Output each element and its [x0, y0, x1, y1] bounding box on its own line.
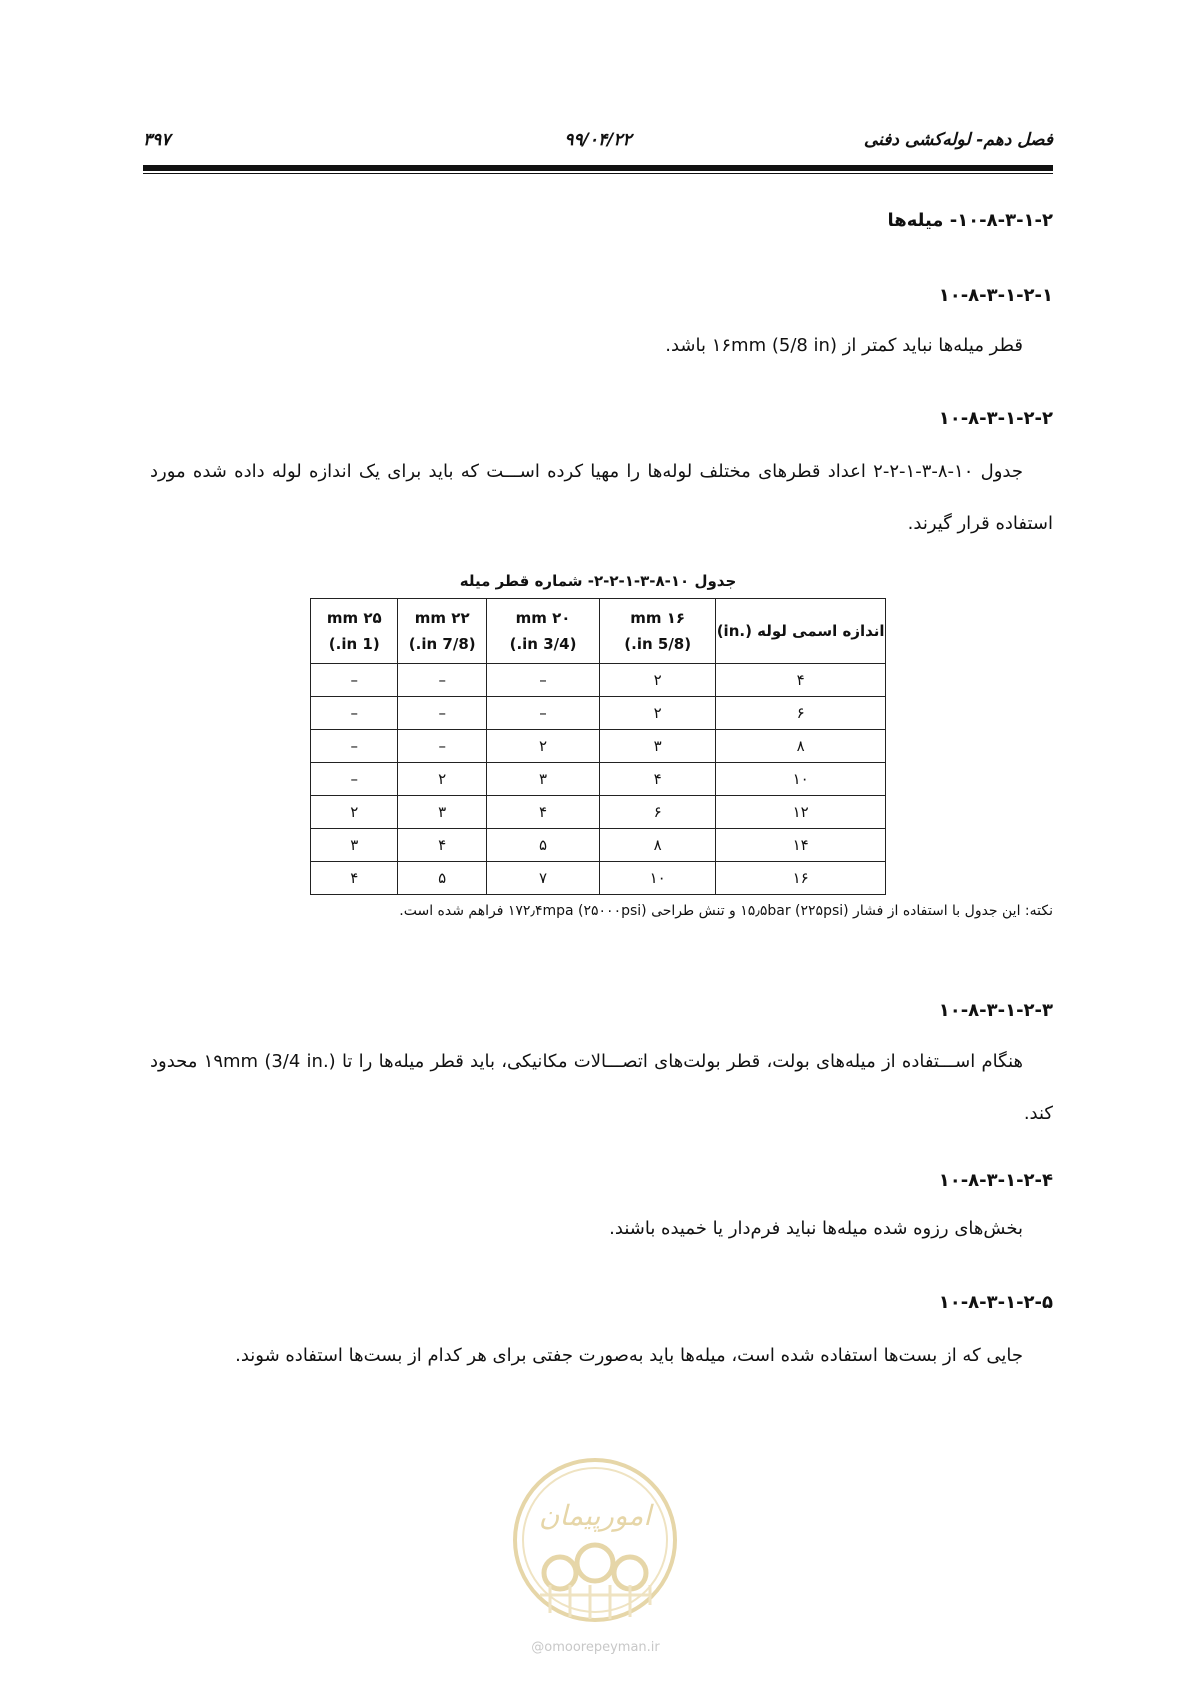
table-cell: ۴	[486, 796, 599, 829]
item-number-3: ۱۰-۸-۳-۱-۲-۳	[938, 1000, 1053, 1021]
header-inch: (5/8 in.)	[624, 635, 692, 653]
table-cell: ۱۲	[716, 796, 886, 829]
header-inch: (7/8 in.)	[408, 635, 476, 653]
watermark-site: @omoorepeyman.ir	[531, 1640, 660, 1655]
table-row	[311, 862, 886, 895]
table-cell: –	[311, 730, 398, 763]
page-header	[143, 130, 1053, 160]
table-note: نکته: این جدول با استفاده از فشار ۱۵٫۵bar (۲۲۵psi) و تنش طراحی ۱۷۲٫۴mpa (۲۵۰۰۰psi) فراهم شده است.	[399, 903, 1053, 919]
table-cell: ۲	[311, 796, 398, 829]
table-cell: ۶	[716, 697, 886, 730]
header-mm: ۲۵ mm	[326, 609, 382, 627]
table-cell: ۴	[600, 763, 716, 796]
header-22mm	[398, 599, 486, 664]
section-heading: ۱۰-۸-۳-۱-۲- میله‌ها	[887, 210, 1053, 231]
item-text-1: قطر میله‌ها نباید کمتر از ۱۶mm (5/8 in) باشد.	[665, 335, 1023, 356]
chapter-title: فصل دهم- لوله‌کشی دفنی	[863, 130, 1053, 150]
document-date: ۹۹/۰۴/۲۲	[564, 130, 632, 150]
table-row	[311, 829, 886, 862]
header-mm: ۱۶ mm	[630, 609, 686, 627]
table-cell: ۳	[486, 763, 599, 796]
item-text-2: جدول ۱۰-۸-۳-۱-۲-۲ اعداد قطرهای مختلف لوله‌ها را مهیا کرده اســـت که باید برای یک اندازه لوله داده شده مورد استفاده قرار گیرند.	[150, 461, 1053, 534]
table-row	[311, 796, 886, 829]
header-inch: (1 in.)	[328, 635, 380, 653]
table-cell: ۸	[600, 829, 716, 862]
table-cell: ۶	[600, 796, 716, 829]
item-text-4: بخش‌های رزوه شده میله‌ها نباید فرم‌دار یا خمیده باشند.	[609, 1218, 1023, 1239]
item-text-5: جایی که از بست‌ها استفاده شده است، میله‌ها باید به‌صورت جفتی برای هر کدام از بست‌ها استفاده شوند.	[235, 1345, 1023, 1366]
table-cell: ۵	[398, 862, 486, 895]
table-cell: ۴	[398, 829, 486, 862]
table-row	[311, 730, 886, 763]
table-cell: ۱۶	[716, 862, 886, 895]
table-cell: ۳	[600, 730, 716, 763]
item-text-3: هنگام اســـتفاده از میله‌های بولت، قطر بولت‌های اتصـــالات مکانیکی، باید قطر میله‌ها را تا ۱۹mm (3/4 in.) محدود کند.	[150, 1051, 1053, 1124]
table-cell: –	[398, 730, 486, 763]
table-cell: ۱۰	[716, 763, 886, 796]
table-cell: –	[311, 664, 398, 697]
item-number-1: ۱۰-۸-۳-۱-۲-۱	[938, 285, 1053, 306]
table-cell: –	[398, 664, 486, 697]
table-cell: ۴	[716, 664, 886, 697]
table-cell: –	[398, 697, 486, 730]
header-label: اندازه اسمی لوله (.in)	[716, 622, 885, 640]
table-cell: ۲	[600, 664, 716, 697]
table-cell: ۲	[486, 730, 599, 763]
table-caption: جدول ۱۰-۸-۳-۱-۲-۲- شماره قطر میله	[459, 572, 737, 590]
table-cell: ۱۰	[600, 862, 716, 895]
table-cell: ۱۴	[716, 829, 886, 862]
table-cell: –	[311, 697, 398, 730]
item-number-2: ۱۰-۸-۳-۱-۲-۲	[938, 408, 1053, 429]
header-16mm	[600, 599, 716, 664]
header-mm: ۲۲ mm	[414, 609, 470, 627]
header-inch: (3/4 in.)	[509, 635, 577, 653]
header-rule-thick	[143, 165, 1053, 171]
header-25mm	[311, 599, 398, 664]
table-cell: –	[486, 697, 599, 730]
header-mm: ۲۰ mm	[515, 609, 571, 627]
header-20mm	[486, 599, 599, 664]
header-pipe-size	[716, 599, 886, 664]
item-number-4: ۱۰-۸-۳-۱-۲-۴	[938, 1170, 1053, 1191]
table-cell: ۵	[486, 829, 599, 862]
table-cell: ۳	[398, 796, 486, 829]
seal-logo-text: امورپیمان	[538, 1499, 652, 1532]
table-cell: ۲	[398, 763, 486, 796]
rod-number-table	[310, 598, 886, 895]
item-number-5: ۱۰-۸-۳-۱-۲-۵	[938, 1292, 1053, 1313]
table-row	[311, 697, 886, 730]
page-number: ۳۹۷	[143, 130, 171, 150]
table-cell: ۷	[486, 862, 599, 895]
watermark-seal	[510, 1455, 680, 1625]
table-header-row	[311, 599, 886, 664]
table-cell: ۲	[600, 697, 716, 730]
table-cell: –	[311, 763, 398, 796]
table-cell: ۸	[716, 730, 886, 763]
header-rule-thin	[143, 173, 1053, 174]
table-cell: ۳	[311, 829, 398, 862]
table-row	[311, 763, 886, 796]
table-cell: ۴	[311, 862, 398, 895]
table-row	[311, 664, 886, 697]
table-cell: –	[486, 664, 599, 697]
